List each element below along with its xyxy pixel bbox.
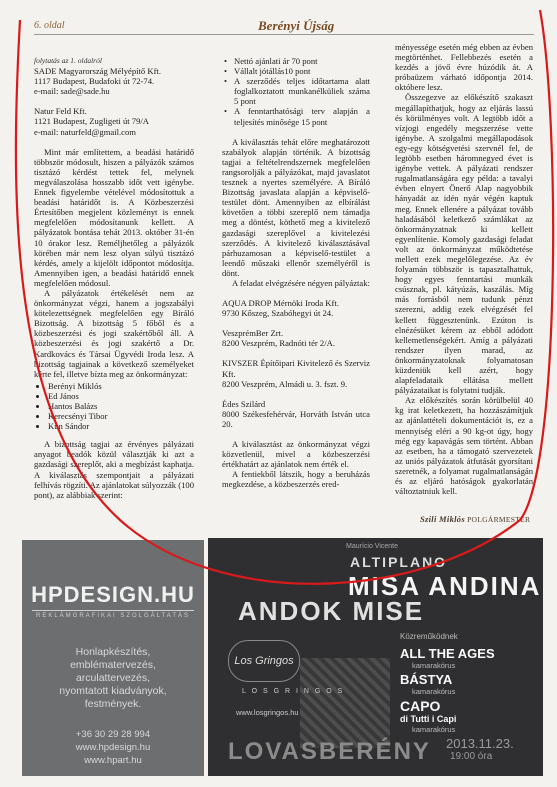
address-line: Natur Feld Kft. — [34, 106, 87, 117]
committee-list — [34, 381, 194, 431]
list-item: • A fenntarthatósági terv alapján a teljesítés minősége 15 pont — [230, 106, 370, 126]
bidder — [222, 358, 370, 388]
performer-name: BÁSTYA — [400, 672, 453, 687]
signature-name: Szili Miklós — [420, 514, 465, 524]
address-block-2 — [34, 106, 194, 136]
bidder-address: 8000 Székesfehérvár, Horváth István utca 20. — [222, 408, 370, 429]
paragraph: A bizottság tagjai az érvényes pályázati anyagot beadók közül választják ki azt a gazdasági szereplőt, aki a megbízást kaphatja. A kiválasztás szempontjait a pályázati felhívás rögzíti. Az ajánlatokat súlyozzák (100 pont), az alábbiak szerint: — [34, 439, 194, 500]
address-block-1 — [34, 66, 194, 96]
paragraph: A fentiekből látszik, hogy a beruházás megkezdése, a közbeszerzés ered- — [222, 469, 370, 490]
signature — [420, 514, 530, 524]
paragraph: Mint már említettem, a beadási határidő többször módosult, hiszen a pályázók számos tisztázó kérdést tettek fel, melynek megválaszolása hosszabb időt vett igénybe. Ennek figyelembe vételével módosítottuk a beadási határidőt is. A Közbeszerzési Értesítőben megjelent közleményt is ennek megfelelően módosítanunk kellett. A pályázatok bontása tehát 2013. október 31-én 10 órakor lesz. Reméljhetőleg a pályázók körében már nem lesz olyan súlyú tisztázó kérdés, amely a kijelölt időpontot módosítja. Amennyiben igen, a beadási határidő ennek megfelelően módosul. — [34, 146, 194, 288]
phone: +36 30 29 28 994 — [75, 729, 151, 740]
service-item: emblématervezés, — [70, 659, 156, 671]
list-item: • Vállalt jótállás10 pont — [230, 66, 370, 76]
bidder-name: AQUA DROP Mérnöki Iroda Kft. — [222, 298, 339, 309]
list-item: • A szerződés teljes időtartama alatt foglalkoztatott munkanélküliek száma 5 pont — [230, 76, 370, 106]
list-item: • Berényi Miklós — [48, 381, 194, 391]
event-time: 19:00 óra — [450, 751, 493, 762]
paragraph: ményessége esetén még ebben az évben megtörténhet. Fellebbezés esetén a kezdés a jövő évre húzódik át. A próbaüzem várható időpontja 2014. októbere lesz. — [395, 42, 533, 93]
address-line: SADE Magyarország Mélyépítő Kft. — [34, 66, 161, 77]
website-link: www.hpart.hu — [84, 755, 142, 766]
bidder-name: KIVSZER Építőipari Kivitelező és Szerviz Kft. — [222, 358, 370, 379]
service-item: arculattervezés, — [75, 672, 151, 684]
performer-name: ALL THE AGES — [400, 646, 495, 661]
header-rule — [34, 34, 534, 35]
paragraph: Az előkészítés során körülbelül 40 kg irat keletkezett, ha hozzászámítjuk az ajánlattételi dokumentációt is, ez a mennyiség eléri a 90 kg-ot úgy, hogy még egy kapavágás sem történt. Abban az esetben, ha a támogató szervezetek az uniós pályázatok átfutását gyorsítani szeretnék, a folyamat rugalmatlanságán és az eljáró hatóságok gyakorlatán változtatniuk kell. — [395, 395, 533, 497]
list-item: • Kerecsényi Tibor — [48, 411, 194, 421]
kozremukodnek-label: Közreműködnek — [400, 632, 458, 641]
logo-subtitle: REKLÁMGRAFIKAI SZOLGÁLTATÁS — [35, 613, 191, 619]
signature-role: POLGÁRMESTER — [467, 515, 531, 524]
website-link: www.hpdesign.hu — [75, 742, 151, 753]
address-line: 1117 Budapest, Budafoki út 72-74. — [34, 76, 155, 87]
service-item: Honlapkészítés, — [75, 646, 151, 658]
performer-sub: kamarakórus — [412, 687, 456, 696]
bidder-address: 9730 Kőszeg, Szabóhegyi út 24. — [222, 308, 334, 319]
venue-town: LOVASBERÉNY — [228, 738, 431, 765]
bidder-name: VeszprémBer Zrt. — [222, 328, 284, 339]
page-header — [0, 0, 557, 40]
concert-poster — [208, 538, 543, 776]
list-item: • Kun Sándor — [48, 421, 194, 431]
list-item: • Hantos Balázs — [48, 401, 194, 411]
performer-name: CAPO — [400, 698, 441, 714]
column-1 — [34, 56, 194, 500]
hpdesign-logo: HPDESIGN.HU — [31, 582, 195, 607]
paragraph: A kiválasztás tehát előre meghatározott szabályok alapján történik. A bizottság tagjai a feltételrendszernek megfelelően rangsorolják a pályázókat, majd javaslatot tesznek a nyertes személyére. A Bíráló Bizottság javaslata alapján a képviselő-testület dönt. Amennyiben az elbírálást követően a többi szereplő nem támadja meg a döntést, köthető meg a kivitelező gazdasági szereplővel a kivitelezési szerződés. A kivitelező kiválasztásával párhuzamosan a képviselő-testület a leendő műszaki ellenőr személyéről is dönt. — [222, 136, 370, 278]
paragraph: A pályázatok értékelését nem az önkormányzat végzi, hanem a jogszabályi kötelezettségnek megfelelően egy Bíráló Bizottság. A bizottság 5 főből és a közbeszerzési és jogi szakértőből áll. A közbeszerzési és jogi szakértő a Dr. Kardkovács és Társai Ügyvédi Iroda lesz. A bizottság tagjainak a következő személyeket kérte fel, illetve bízta meg az önkormányzat: — [34, 287, 194, 379]
altiplano-title: ALTIPLANO — [350, 554, 448, 570]
list-item: • Nettó ajánlati ár 70 pont — [230, 56, 370, 66]
event-date: 2013.11.23. — [446, 736, 514, 751]
contact-block — [32, 728, 194, 767]
bidder — [222, 328, 370, 348]
performer-sub: kamarakórus — [412, 661, 456, 670]
bidder-name: Édes Szilárd — [222, 398, 266, 409]
service-item: festmények. — [84, 698, 142, 710]
paragraph: Összegezve az előkészítő szakaszt megállapíthatjuk, hogy az eljárás lassú és körülményes volt. A legtöbb időt a vízjogi engedély megszerzése vette igénybe. A szolgalmi megállapodások egy-egy kötségvetési szervnél fel, de legtöbb esetben háromnegyed évet is igénybe vettek. A pályázati rendszer rugalmatlanságára egy példa: a tavalyi évben elnyert Önerő Alap nagyobbik hányadát az idén nyár végén kaptuk meg. Ennek ellenére a pályázat tovább haladásából keletkező számlákat az önkormányzatnak ki kellett egyenlítenie. Komoly gazdasági feladat volt az önkormányzat működtetése mellett ezek megelőlegezése. Az év folyamán többször is tapasztalhattuk, hogy egyes fenntartási munkák csúsznak, pl. kátyúzás, kaszálás. Míg más forrásból nem tudunk pénzt szerezni, addig ezek elvégzését fel kellett függesztenünk. Ezúton is elnézésüket kérem az ebből adódott kellemetlenségekért. Amíg a pályázati rendszer ilyen marad, az önkormányzatoknak folyamatosan küzdeniük kell azért, hogy alapfeladataik ellátása mellett pályázataikat is folytatni tudják. — [395, 92, 533, 396]
bidder-address: 8200 Veszprém, Almádi u. 3. fszt. 9. — [222, 378, 348, 389]
composer: Maurício Vicente — [346, 543, 399, 550]
services-list — [32, 646, 194, 711]
email-line: e-mail: sade@sade.hu — [34, 86, 110, 97]
column-3 — [395, 42, 533, 496]
bidder — [222, 399, 370, 429]
bidder — [222, 298, 370, 318]
newspaper-title: Berényi Újság — [258, 18, 335, 33]
column-2 — [222, 56, 370, 489]
logo-underline — [32, 610, 194, 611]
performer-sub: di Tutti i Capi — [400, 714, 457, 724]
performer-sub: kamarakórus — [412, 725, 456, 734]
hpdesign-advert — [22, 540, 204, 776]
criteria-list — [222, 56, 370, 127]
certificate-strip: L O S G R I N G O S — [242, 688, 345, 695]
andok-mise-title: ANDOK MISE — [238, 596, 425, 626]
poster-website: www.losgringos.hu — [236, 708, 299, 717]
los-gringos-logo: Los Gringos — [228, 640, 300, 682]
paragraph: A kiválasztást az önkormányzat végzi közvetlenül, mivel a közbeszerzési értékhatárt az ajánlatok nem érték el. — [222, 439, 370, 470]
page-number: 6. oldal — [34, 20, 65, 31]
address-line: 1121 Budapest, Zugligeti út 79/A — [34, 116, 149, 127]
email-line: e-mail: naturfeld@gmail.com — [34, 126, 136, 137]
paragraph: A feladat elvégzésére négyen pályáztak: — [232, 277, 370, 288]
bidder-address: 8200 Veszprém, Radnóti tér 2/A. — [222, 338, 335, 349]
list-item: • Ed János — [48, 391, 194, 401]
continued-note: folytatás az 1. oldalról — [34, 56, 102, 65]
band-photo — [300, 658, 390, 748]
service-item: nyomtatott kiadványok, — [59, 685, 167, 697]
misa-andina-title: MISA ANDINA — [348, 571, 542, 601]
